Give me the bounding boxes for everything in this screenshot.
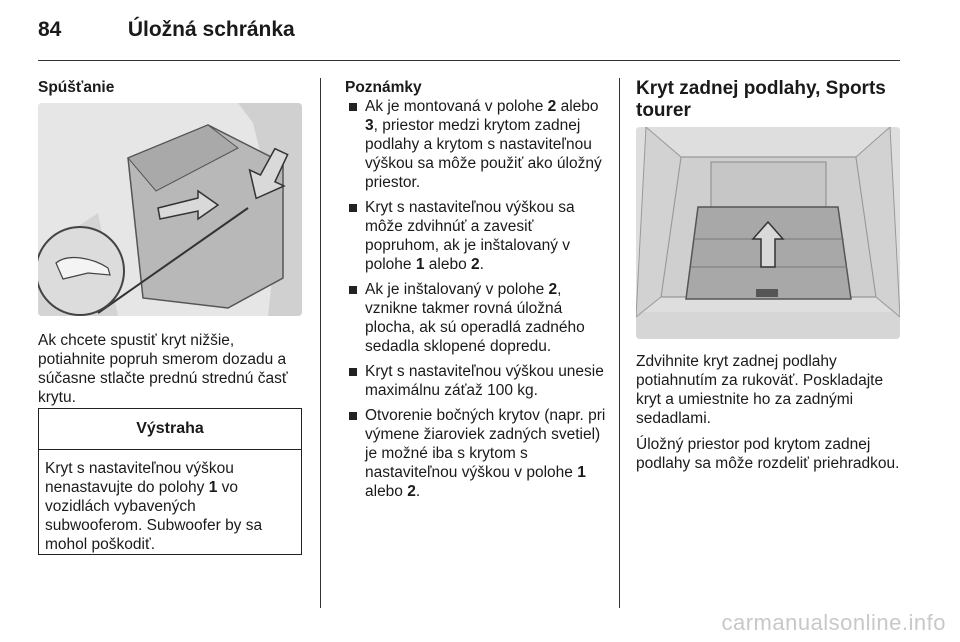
warning-text: vo vozidlách vybavených subwooferom. Subwoofer by sa mohol poškodiť. (45, 479, 263, 553)
note-text: Kryt s nastaviteľnou výškou unesie maximálnu záťaž 100 kg. (365, 363, 604, 399)
right-paragraph-2: Úložný priestor pod krytom zadnej podlahy sa môže rozdeliť priehradkou. (636, 436, 900, 472)
header-rule (38, 60, 900, 61)
section-subtitle: Spúšťanie (38, 79, 115, 96)
note-text: alebo (365, 483, 408, 500)
note-bold: 2 (471, 256, 480, 273)
column-divider (320, 78, 321, 608)
warning-box (38, 408, 302, 555)
notes-list (345, 97, 607, 501)
left-paragraph-block (38, 331, 300, 407)
middle-column (345, 78, 607, 507)
warning-position: 1 (208, 479, 218, 496)
note-bold: 2 (547, 98, 557, 115)
note-text: . (415, 483, 421, 500)
column-divider (619, 78, 620, 608)
page-header (38, 18, 295, 42)
rear-floor-cover-illustration (636, 127, 900, 339)
trunk-cover-illustration (38, 103, 302, 316)
list-item (345, 362, 607, 400)
right-paragraph-1: Zdvihnite kryt zadnej podlahy potiahnutím za rukoväť. Poskladajte kryt a umiestnite ho za zadnými sedadlami. (636, 353, 884, 427)
warning-body (39, 450, 301, 563)
note-text: alebo (424, 256, 472, 273)
note-bold: 2 (548, 281, 558, 298)
list-item (345, 280, 607, 356)
note-text: Otvorenie bočných krytov (napr. pri výmene žiaroviek zadných svetiel) je možné iba s krytom s nastaviteľnou výškou v polohe (365, 407, 606, 481)
section-title: Kryt zadnej podlahy, Sports tourer (636, 78, 886, 121)
note-bold: 2 (407, 483, 416, 500)
instruction-paragraph: Ak chcete spustiť kryt nižšie, potiahnite popruh smerom dozadu a súčasne stlačte prednú strednú časť krytu. (38, 332, 288, 406)
list-item (345, 406, 607, 501)
watermark: carmanualsonline.info (721, 610, 946, 635)
warning-text: Kryt s nastaviteľnou výškou nenastavujte do polohy (45, 460, 234, 496)
note-text: alebo (556, 98, 599, 115)
note-text: . (479, 256, 484, 273)
left-column (38, 78, 302, 97)
list-item (345, 198, 607, 274)
note-text: Ak je inštalovaný v polohe (365, 281, 549, 298)
note-bold: 1 (415, 256, 425, 273)
note-text: , priestor medzi krytom zadnej podlahy a krytom s nastaviteľnou výškou sa môže použiť ako úložný priestor. (365, 117, 602, 191)
page-title: Úložná schránka (127, 18, 295, 41)
note-text: , vznikne takmer rovná úložná plocha, ak sú operadlá zadného sedadla sklopené dopredu. (365, 281, 585, 355)
page-number: 84 (38, 18, 62, 41)
notes-title: Poznámky (345, 79, 422, 96)
warning-title: Výstraha (39, 409, 301, 450)
right-column (636, 78, 900, 122)
note-bold: 1 (577, 464, 586, 481)
right-paragraph-block (636, 352, 900, 473)
note-bold: 3 (365, 117, 374, 134)
list-item (345, 97, 607, 192)
note-text: Kryt s nastaviteľnou výškou sa môže zdvihnúť a zavesiť popruhom, ak je inštalovaný v polohe (365, 199, 575, 273)
note-text: Ak je montovaná v polohe (365, 98, 548, 115)
